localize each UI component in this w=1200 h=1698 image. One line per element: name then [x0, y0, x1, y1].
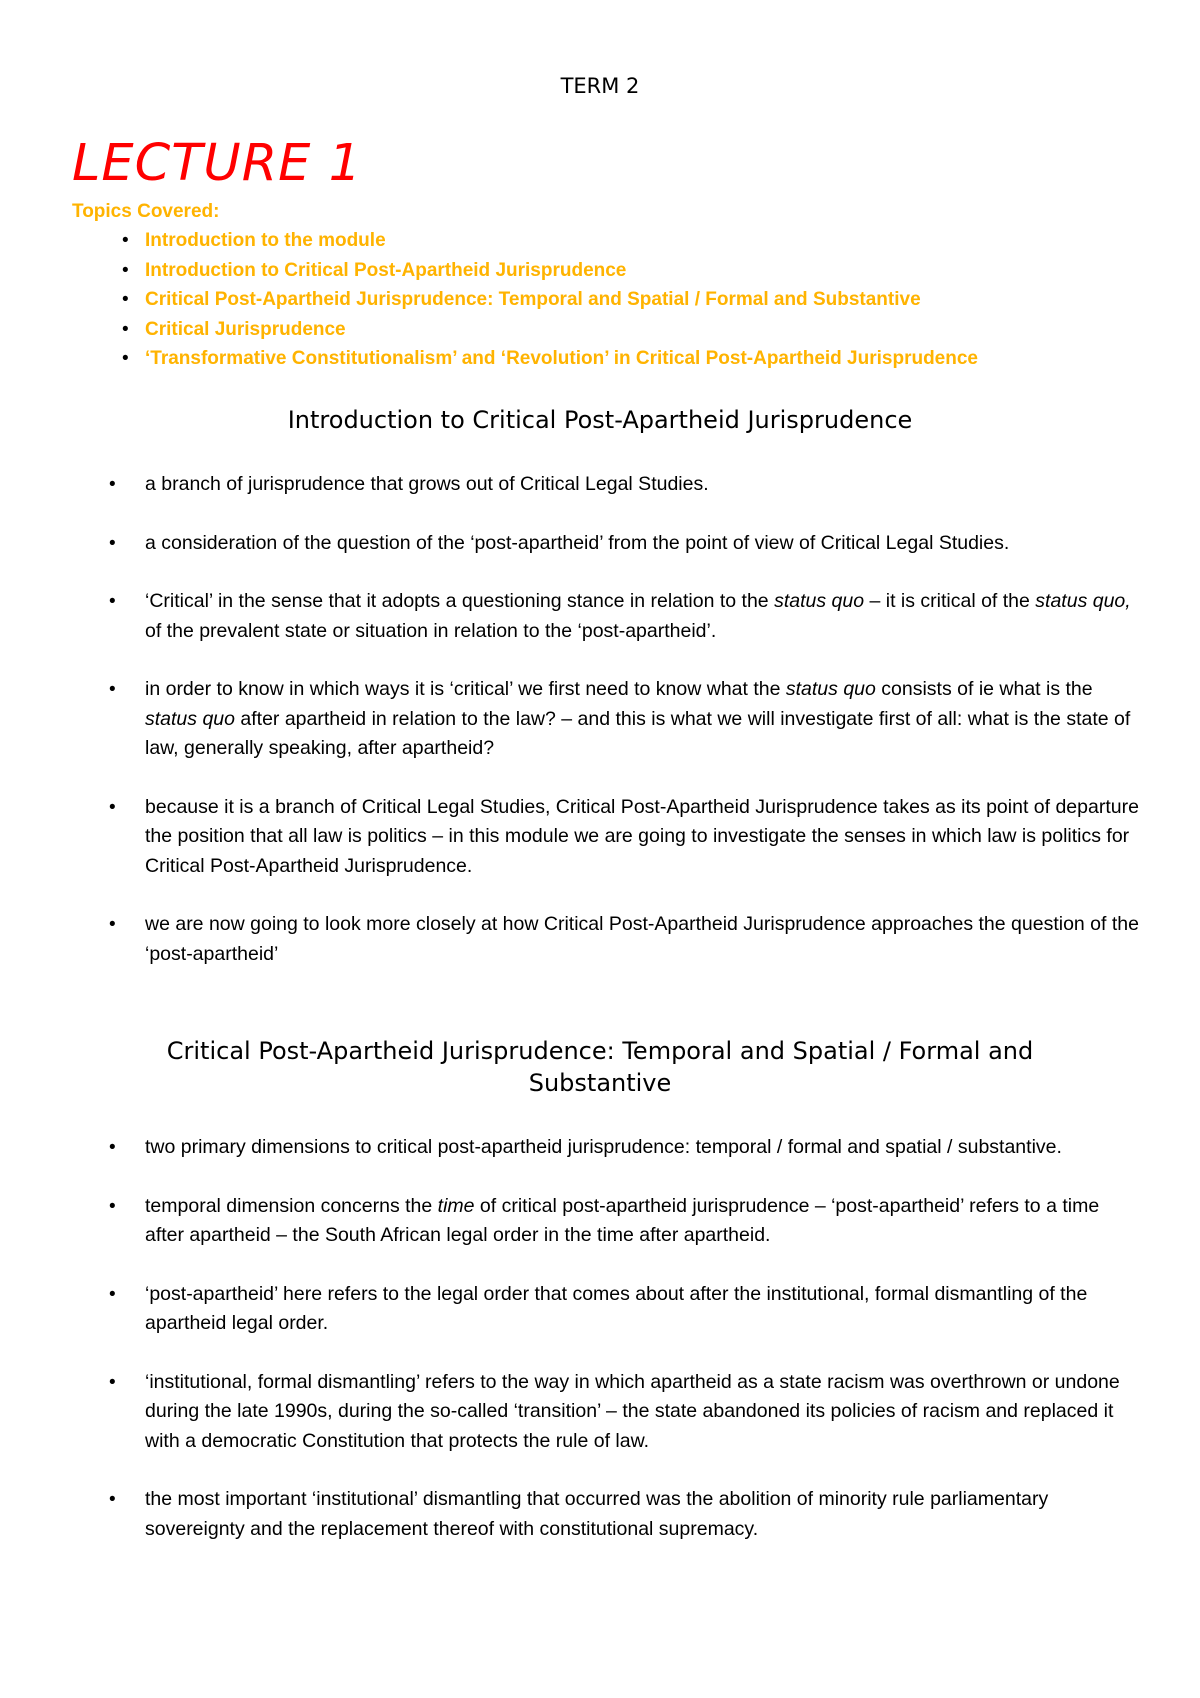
topic-text: Critical Post-Apartheid Jurisprudence: Temporal and Spatial / Formal and Substantive: [145, 289, 921, 310]
bullet-paragraph: [72, 1280, 1142, 1339]
bullet: •: [109, 914, 116, 935]
topic-item: [72, 315, 978, 345]
paragraph-text: two primary dimensions to critical post-apartheid jurisprudence: temporal / formal and spatial / substantive.: [145, 1136, 1062, 1158]
paragraph-text: in order to know in which ways it is ‘critical’ we first need to know what the: [145, 678, 786, 700]
bullet: •: [109, 1283, 116, 1305]
italic-text: status quo: [785, 678, 876, 700]
italic-text: status quo: [774, 590, 865, 612]
bullet-paragraph: [72, 1368, 1142, 1457]
section-temporal-spatial-list: [72, 1133, 1142, 1573]
italic-text: status quo,: [1035, 590, 1131, 612]
bullet-paragraph: [72, 910, 1142, 969]
topic-item: [72, 344, 978, 374]
bullet-paragraph: [72, 675, 1142, 764]
bullet-paragraph: [72, 1485, 1142, 1544]
topic-item: [72, 256, 978, 286]
paragraph-text: ‘post-apartheid’ here refers to the legal order that comes about after the institutional, formal dismantling of the apartheid legal order.: [145, 1282, 1088, 1334]
bullet: •: [109, 1489, 116, 1510]
italic-text: status quo: [145, 707, 235, 730]
bullet-paragraph: [72, 793, 1142, 882]
paragraph-text: of the prevalent state or situation in relation to the ‘post-apartheid’.: [145, 619, 717, 642]
bullet: •: [109, 532, 116, 554]
topic-text: Introduction to the module: [145, 230, 386, 251]
bullet: •: [109, 1371, 116, 1393]
section-heading-introduction: Introduction to Critical Post-Apartheid Jurisprudence: [287, 406, 913, 434]
topics-list: [72, 226, 978, 374]
paragraph-text: the most important ‘institutional’ dismantling that occurred was the abolition of minority rule parliamentary sovereignty and the replacement thereof with constitutional supremacy.: [145, 1488, 1049, 1540]
bullet: •: [122, 259, 129, 281]
bullet: •: [122, 348, 129, 369]
paragraph-text: consists of ie what is the: [875, 678, 1093, 700]
term-header: TERM 2: [560, 74, 640, 98]
section-heading-temporal-spatial: Critical Post-Apartheid Jurisprudence: Temporal and Spatial / Formal and Substantive: [166, 1037, 1034, 1097]
bullet: •: [122, 318, 129, 340]
section-introduction-list: [72, 470, 1142, 998]
paragraph-text: ‘Critical’ in the sense that it adopts a questioning stance in relation to the: [145, 590, 775, 612]
bullet: •: [109, 1195, 116, 1217]
topic-text: Critical Jurisprudence: [145, 318, 346, 340]
bullet-paragraph: [72, 1192, 1142, 1251]
italic-text: time: [437, 1194, 475, 1217]
bullet: •: [109, 591, 116, 612]
topic-text: Introduction to Critical Post-Apartheid Jurisprudence: [145, 259, 627, 281]
paragraph-text: – it is critical of the: [864, 590, 1036, 612]
paragraph-text: a branch of jurisprudence that grows out of Critical Legal Studies.: [145, 473, 709, 495]
bullet-paragraph: [72, 470, 1142, 500]
bullet: •: [109, 679, 116, 700]
paragraph-text: we are now going to look more closely at how Critical Post-Apartheid Jurisprudence approaches the question of the ‘post-apartheid’: [145, 913, 1139, 965]
bullet: •: [109, 474, 116, 495]
bullet-paragraph: [72, 1133, 1142, 1163]
topic-text: ‘Transformative Constitutionalism’ and ‘Revolution’ in Critical Post-Apartheid Jurisprudence: [145, 348, 978, 369]
paragraph-text: after apartheid in relation to the law? – and this is what we will investigate first of all: what is the state of law, generally speaking, after apartheid?: [145, 707, 1131, 759]
paragraph-text: a consideration of the question of the ‘post-apartheid’ from the point of view of Critical Legal Studies.: [145, 531, 1010, 554]
paragraph-text: of critical post-apartheid jurisprudence – ‘post-apartheid’ refers to a time after apartheid – the South African legal order in the time after apartheid.: [145, 1194, 1100, 1246]
paragraph-text: temporal dimension concerns the: [145, 1194, 438, 1217]
bullet-paragraph: [72, 529, 1142, 559]
bullet-paragraph: [72, 587, 1142, 646]
paragraph-text: ‘institutional, formal dismantling’ refers to the way in which apartheid as a state racism was overthrown or undone during the late 1990s, during the so-called ‘transition’ – the state abandoned its policies of racism and replaced it with a democratic Constitution that protects the rule of law.: [145, 1370, 1120, 1452]
topics-label: Topics Covered:: [72, 201, 220, 222]
topic-item: [72, 285, 978, 315]
paragraph-text: because it is a branch of Critical Legal Studies, Critical Post-Apartheid Jurisprudence takes as its point of departure the position that all law is politics – in this module we are going to investigate the senses in which law is politics for Critical Post-Apartheid Jurisprudence.: [145, 795, 1139, 877]
lecture-title: LECTURE 1: [72, 134, 363, 193]
bullet: •: [109, 1137, 116, 1158]
bullet: •: [122, 289, 129, 310]
bullet: •: [122, 230, 129, 251]
topic-item: [72, 226, 978, 256]
bullet: •: [109, 796, 116, 818]
